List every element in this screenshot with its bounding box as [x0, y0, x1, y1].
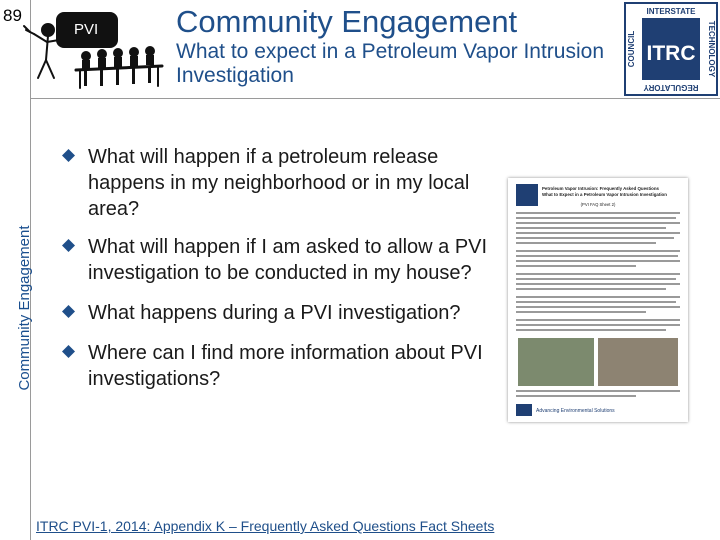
slide-title: Community Engagement	[176, 4, 518, 39]
thumbnail-photo-right	[598, 338, 678, 386]
bullet-list	[60, 144, 490, 392]
logo-top-text: INTERSTATE	[646, 7, 696, 16]
bullet-text: What will happen if I am asked to allow a PVI investigation to be conducted in my house?	[88, 236, 488, 284]
diamond-bullet-icon	[62, 239, 75, 252]
itrc-logo	[624, 2, 718, 96]
pvi-banner-label: PVI	[74, 21, 99, 38]
diamond-bullet-icon	[62, 149, 75, 162]
bullet-item	[60, 144, 490, 222]
logo-left-text: COUNCIL	[627, 30, 636, 68]
logo-right-text: TECHNOLOGY	[707, 20, 716, 78]
bullet-item	[60, 340, 490, 392]
bullet-text: What happens during a PVI investigation?	[88, 302, 461, 324]
slide-subtitle: What to expect in a Petroleum Vapor Intrusion Investigation	[176, 40, 604, 87]
side-section-label: Community Engagement	[16, 225, 33, 391]
fact-sheet-link[interactable]: ITRC PVI-1, 2014: Appendix K – Frequently Asked Questions Fact Sheets	[36, 518, 495, 534]
bullet-item	[60, 234, 490, 286]
bullet-item	[60, 300, 490, 326]
diamond-bullet-icon	[62, 345, 75, 358]
slide-number: 89	[3, 6, 22, 25]
bullet-text: Where can I find more information about PVI investigations?	[88, 342, 483, 390]
thumbnail-logo-icon	[516, 184, 538, 206]
diamond-bullet-icon	[62, 305, 75, 318]
thumbnail-footer-text: Advancing Environmental Solutions	[536, 408, 615, 414]
logo-bottom-text: REGULATORY	[643, 83, 699, 92]
thumbnail-subheading: (PVI FAQ Sheet 2)	[580, 202, 616, 207]
fact-sheet-thumbnail	[508, 178, 688, 422]
bullet-text: What will happen if a petroleum release happens in my neighborhood or in my local area?	[88, 146, 470, 220]
svg-text:Petroleum Vapor Intrusion: Fre: Petroleum Vapor Intrusion: Frequently Asked Questions What to Expect in a Petroleum Vapor Intrusion Investigation	[542, 186, 667, 197]
logo-text: ITRC	[646, 42, 696, 65]
header-divider	[30, 98, 720, 99]
thumbnail-photo-left	[518, 338, 594, 386]
